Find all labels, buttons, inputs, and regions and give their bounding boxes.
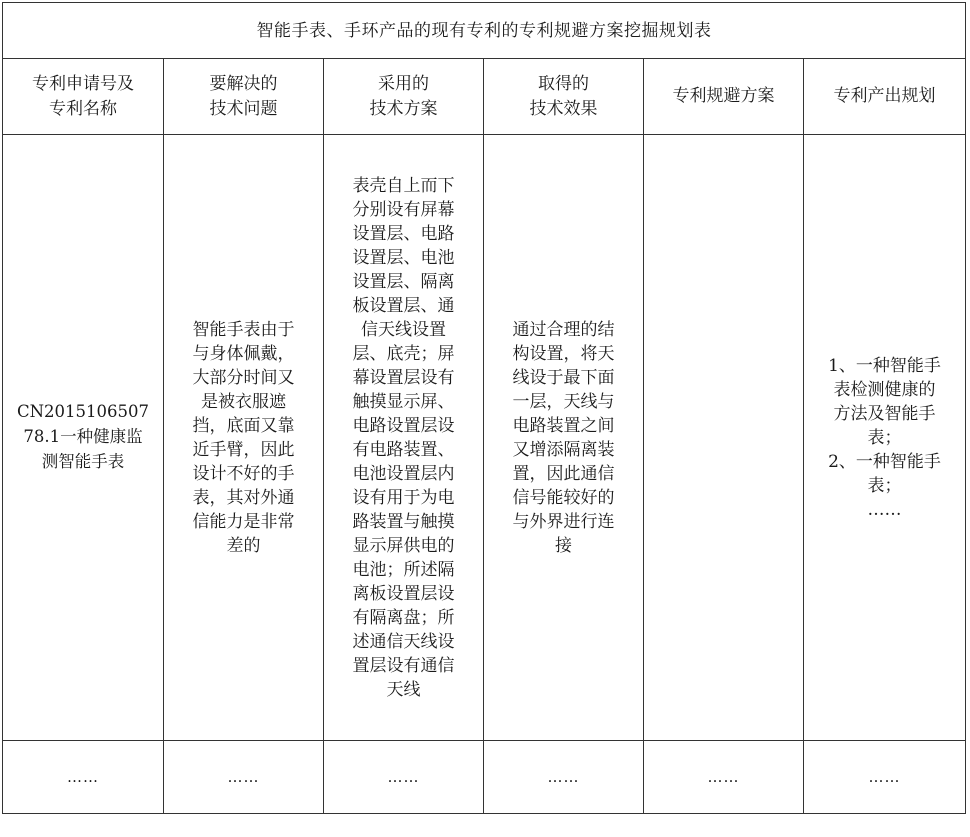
table-row <box>3 135 966 741</box>
header-patent-number-name: 专利申请号及 专利名称 <box>3 59 164 135</box>
title-row <box>3 3 966 59</box>
ellipsis-cell: …… <box>484 741 644 814</box>
cell-technical-solution: 表壳自上而下 分别设有屏幕 设置层、电路 设置层、电池 设置层、隔离 板设置层、通 信天线设置 层、底壳；屏 幕设置层设有 触摸显示屏、 电路设置层设 有电路装置、 电池设置层内 设有用于为电 路装置与触摸 显示屏供电的 电池；所述隔 离板设置层设 有隔离盘；所 述通信天线设 置层设有通信 天线 <box>324 135 484 741</box>
cell-output-plan: 1、一种智能手 表检测健康的 方法及智能手 表； 2、一种智能手 表； …… <box>804 135 966 741</box>
header-avoidance-plan: 专利规避方案 <box>644 59 804 135</box>
table-title: 智能手表、手环产品的现有专利的专利规避方案挖掘规划表 <box>3 3 966 59</box>
ellipsis-cell: …… <box>644 741 804 814</box>
ellipsis-cell: …… <box>164 741 324 814</box>
header-technical-solution: 采用的 技术方案 <box>324 59 484 135</box>
header-output-plan: 专利产出规划 <box>804 59 966 135</box>
ellipsis-cell: …… <box>3 741 164 814</box>
header-row <box>3 59 966 135</box>
ellipsis-cell: …… <box>804 741 966 814</box>
header-technical-effect: 取得的 技术效果 <box>484 59 644 135</box>
header-technical-problem: 要解决的 技术问题 <box>164 59 324 135</box>
table-row <box>3 741 966 814</box>
cell-technical-problem: 智能手表由于 与身体佩戴， 大部分时间又 是被衣服遮 挡，底面又靠 近手臂，因此 设计不好的手 表，其对外通 信能力是非常 差的 <box>164 135 324 741</box>
cell-patent-number-name: CN2015106507 78.1一种健康监 测智能手表 <box>3 135 164 741</box>
cell-technical-effect: 通过合理的结 构设置，将天 线设于最下面 一层，天线与 电路装置之间 又增添隔离装 置，因此通信 信号能较好的 与外界进行连 接 <box>484 135 644 741</box>
patent-planning-table-wrapper <box>2 2 966 814</box>
ellipsis-cell: …… <box>324 741 484 814</box>
patent-planning-table <box>2 2 966 814</box>
cell-avoidance-plan <box>644 135 804 741</box>
